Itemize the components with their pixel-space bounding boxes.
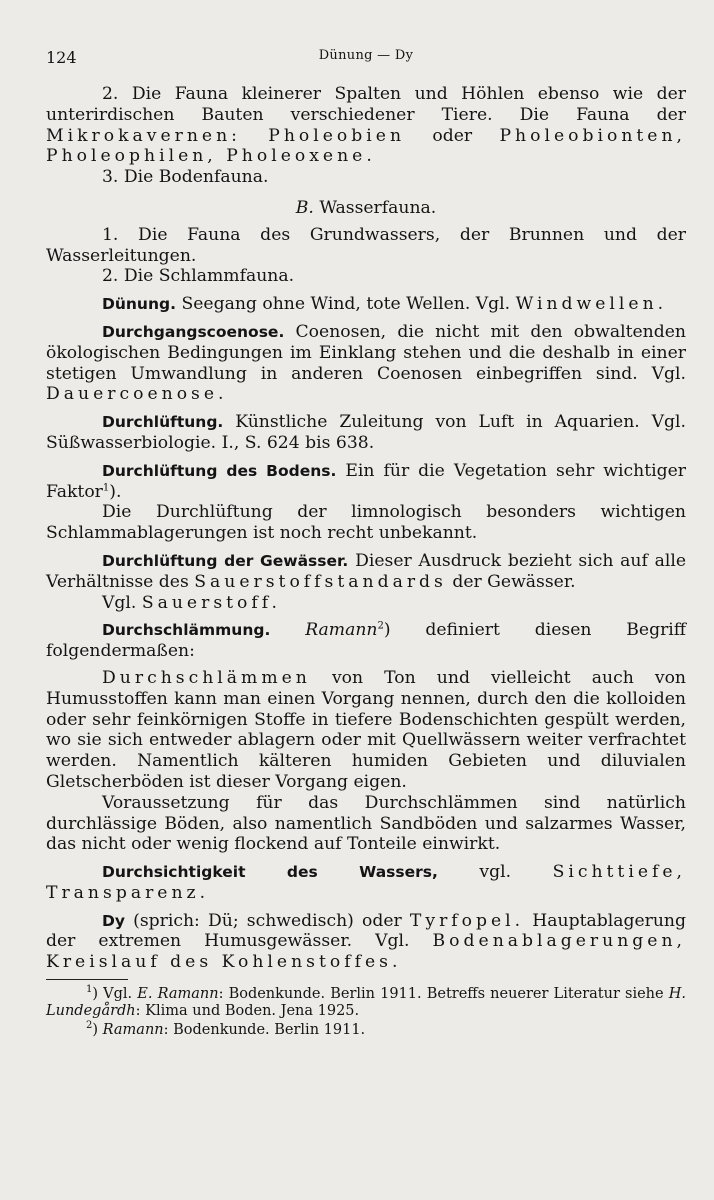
footnote-2: $^2$) Ramann: Bodenkunde. Berlin 1911. (86, 1020, 366, 1039)
quote-paragraph: Durchschlämmen von Ton und vielleicht auch von Humusstoffen kann man einen Vorgang nennen, durch den die kolloiden oder sehr feinkörnigen Stoffe in tiefere Bodenschichten gespült werden, wo sie sich entweder ablagern oder mit Quellwässern weiter verfrachtet werden. Namentlich kälteren humiden Gebieten und diluvialen Gletscherböden ist dieser Vorgang eigen. (46, 667, 686, 792)
entry-durchlueftung-boden: Durchlüftung des Bodens. Ein für die Vegetation sehr wichtiger Faktor$^1$). (46, 460, 686, 502)
footnote-rule (46, 979, 128, 980)
paragraph: Vgl. Sauerstoff. (102, 592, 281, 613)
list-item: 2. Die Fauna kleinerer Spalten und Höhlen ebenso wie der unterirdischen Bauten verschiedener Tiere. Die Fauna der Mikrokavernen: Pholeobien oder Pholeobionten, Pholeophilen, Pholeoxene. (46, 84, 686, 167)
footnotes (46, 986, 686, 1039)
list-item: 3. Die Bodenfauna. (102, 167, 269, 188)
page-header (46, 46, 686, 70)
entry-durchlueftung-gewaesser: Durchlüftung der Gewässer. Dieser Ausdruck bezieht sich auf alle Verhältnisse des Sauerstoffstandards der Gewässer. (46, 550, 686, 592)
entry-dy: Dy (sprich: Dü; schwedisch) oder Tyrfopel. Hauptablagerung der extremen Humusgewässer. Vgl. Bodenablagerungen, Kreislauf des Kohlenstoffes. (46, 910, 687, 973)
list-item: 2. Die Schlammfauna. (102, 266, 295, 287)
quote-paragraph: Voraussetzung für das Durchschlämmen sind natürlich durchlässige Böden, also namentlich Sandböden und salzarmes Wasser, das nicht oder wenig flockend auf Tonteile einwirkt. (46, 792, 686, 855)
entry-durchgangscoenose: Durchgangscoenose. Coenosen, die nicht mit den obwaltenden ökologischen Bedingungen im Einklang stehen und die deshalb in einer stetigen Umwandlung in anderen Coenosen einbegriffen sind. Vgl. Dauercoenose. (46, 321, 686, 405)
page-body (46, 84, 686, 1039)
entry-durchlueftung: Durchlüftung. Künstliche Zuleitung von Luft in Aquarien. Vgl. Süßwasserbiologie. I., S. 624 bis 638. (46, 412, 686, 453)
entry-durchschlaemmung: Durchschlämmung. Ramann$^2$) definiert diesen Begriff folgendermaßen: (46, 620, 687, 662)
entry-dunung: Dünung. Seegang ohne Wind, tote Wellen. Vgl. Windwellen. (102, 294, 668, 315)
entry-durchsichtigkeit: Durchsichtigkeit des Wassers, vgl. Sichttiefe, Transparenz. (46, 862, 687, 903)
page-number: 124 (46, 48, 77, 67)
section-heading: B. Wasserfauna. (295, 197, 437, 218)
footnote-1: $^1$) Vgl. E. Ramann: Bodenkunde. Berlin 1911. Betreffs neuerer Literatur siehe H. Lundegårdh: Klima und Boden. Jena 1925. (46, 984, 686, 1020)
paragraph: Die Durchlüftung der limnologisch besonders wichtigen Schlammablagerungen ist noch recht unbekannt. (46, 502, 686, 544)
list-item: 1. Die Fauna des Grundwassers, der Brunnen und der Wasserleitungen. (46, 224, 686, 266)
running-title: Dünung — Dy (318, 48, 414, 63)
